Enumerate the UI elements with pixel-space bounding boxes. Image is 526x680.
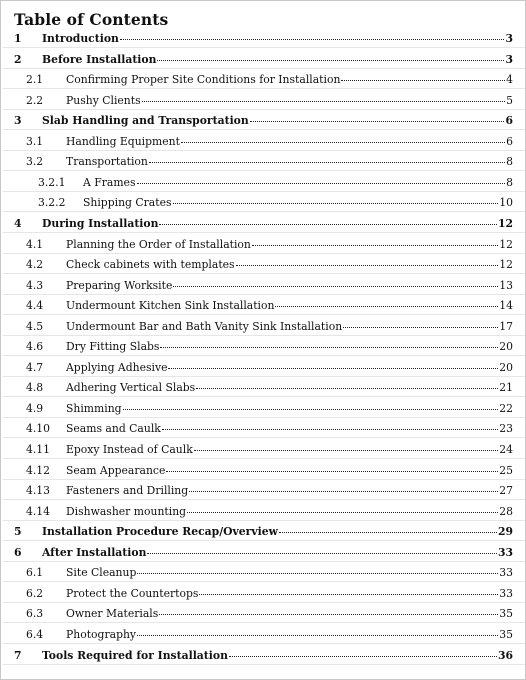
- dot-leader: [137, 183, 506, 184]
- toc-entry-number: 4.11: [26, 443, 51, 456]
- dot-leader: [194, 450, 498, 451]
- toc-entry-number: 6.4: [26, 627, 44, 641]
- row-divider: [3, 355, 525, 356]
- row-divider: [3, 109, 525, 110]
- toc-entry[interactable]: [1, 361, 526, 374]
- row-divider: [3, 211, 525, 212]
- dot-leader: [157, 60, 504, 61]
- toc-entry-title: Slab Handling and Transportation: [42, 114, 249, 128]
- toc-entry-page: 10: [499, 196, 513, 210]
- row-divider: [3, 129, 525, 130]
- row-divider: [3, 417, 525, 418]
- toc-entry-page: 21: [499, 381, 513, 395]
- row-divider: [3, 314, 525, 315]
- toc-entry-title: Shipping Crates: [83, 196, 172, 210]
- toc-entry-title: Seam Appearance: [66, 463, 166, 477]
- row-divider: [3, 643, 525, 644]
- toc-entry[interactable]: [1, 94, 526, 107]
- toc-entry-title: Adhering Vertical Slabs: [66, 381, 196, 395]
- toc-entry-number: 4.13: [26, 484, 51, 498]
- toc-entry-page: 8: [506, 155, 513, 169]
- toc-entry-number: 6.2: [26, 586, 44, 600]
- toc-entry-title: Undermount Kitchen Sink Installation: [66, 299, 275, 313]
- toc-entry-number: 5: [14, 525, 22, 539]
- toc-entry-title: A Frames: [83, 175, 136, 189]
- toc-entry-title: Tools Required for Installation: [42, 648, 228, 662]
- row-divider: [3, 479, 525, 480]
- toc-entry-number: 3.2.1: [38, 175, 66, 189]
- toc-entry-page: 20: [499, 360, 513, 374]
- dot-leader: [343, 327, 498, 328]
- toc-entry-number: 3.2: [26, 155, 44, 169]
- dot-leader: [137, 635, 498, 636]
- toc-entry-page: 8: [506, 175, 513, 189]
- toc-entry-title: Owner Materials: [66, 607, 159, 621]
- toc-entry-title: Transportation: [66, 155, 148, 169]
- toc-entry-page: 4: [506, 73, 513, 87]
- dot-leader: [275, 306, 498, 307]
- toc-entry-page: 35: [499, 627, 513, 641]
- row-divider: [3, 561, 525, 562]
- toc-entry[interactable]: [1, 525, 526, 538]
- row-divider: [3, 499, 525, 500]
- dot-leader: [341, 80, 505, 81]
- toc-entry[interactable]: [1, 546, 526, 559]
- row-divider: [3, 253, 525, 254]
- toc-entry-page: 6: [506, 134, 513, 148]
- toc-entry-title: Dry Fitting Slabs: [66, 340, 160, 354]
- row-divider: [3, 170, 525, 171]
- toc-entry-number: 4.10: [26, 422, 51, 436]
- page-title: Table of Contents: [14, 10, 169, 29]
- toc-entry[interactable]: [1, 566, 526, 579]
- toc-entry[interactable]: [1, 607, 526, 620]
- dot-leader: [137, 573, 498, 574]
- toc-entry-number: 7: [14, 648, 22, 662]
- toc-entry[interactable]: [1, 587, 526, 600]
- dot-leader: [196, 388, 498, 389]
- dot-leader: [189, 491, 498, 492]
- toc-entry[interactable]: [1, 238, 526, 251]
- toc-entry-title: Seams and Caulk: [66, 422, 161, 436]
- toc-entry[interactable]: [1, 381, 526, 394]
- toc-entry-page: 13: [499, 278, 513, 292]
- toc-entry-title: During Installation: [42, 216, 159, 230]
- toc-entry-title: Pushy Clients: [66, 93, 141, 107]
- toc-entry-number: 4.6: [26, 340, 44, 354]
- toc-entry-page: 6: [505, 114, 513, 128]
- dot-leader: [123, 409, 499, 410]
- toc-entry-number: 6: [14, 545, 22, 559]
- dot-leader: [147, 553, 497, 554]
- toc-entry-page: 24: [499, 443, 513, 456]
- toc-entry[interactable]: [1, 402, 526, 415]
- toc-entry-number: 6.1: [26, 566, 44, 580]
- dot-leader: [168, 368, 498, 369]
- toc-entry-number: 4.4: [26, 299, 44, 313]
- toc-entry-page: 35: [499, 607, 513, 621]
- dot-leader: [149, 162, 505, 163]
- toc-entry-page: 33: [499, 586, 513, 600]
- dot-leader: [162, 429, 498, 430]
- dot-leader: [173, 286, 498, 287]
- toc-entry-title: Planning the Order of Installation: [66, 237, 251, 251]
- dot-leader: [250, 121, 505, 122]
- toc-entry-title: Before Installation: [42, 52, 157, 66]
- dot-leader: [181, 142, 505, 143]
- toc-entry-page: 25: [499, 463, 513, 477]
- toc-entry-title: Confirming Proper Site Conditions for Installation: [66, 73, 341, 87]
- dot-leader: [159, 224, 497, 225]
- toc-entry[interactable]: [1, 628, 526, 641]
- toc-entry[interactable]: [1, 135, 526, 148]
- toc-entry-page: 20: [499, 340, 513, 354]
- toc-entry-title: Shimming: [66, 401, 122, 415]
- toc-entry-number: 1: [14, 32, 22, 45]
- toc-entry-title: Handling Equipment: [66, 134, 180, 148]
- dot-leader: [229, 656, 497, 657]
- dot-leader: [173, 203, 499, 204]
- toc-entry[interactable]: [1, 443, 526, 456]
- toc-entry-page: 12: [499, 237, 513, 251]
- dot-leader: [160, 347, 498, 348]
- toc-entry-page: 22: [499, 401, 513, 415]
- toc-entry-page: 27: [499, 484, 513, 498]
- toc-entry-page: 29: [497, 525, 513, 539]
- toc-entry[interactable]: [1, 340, 526, 353]
- toc-entry[interactable]: [1, 155, 526, 168]
- row-divider: [3, 294, 525, 295]
- row-divider: [3, 520, 525, 521]
- toc-entry-page: 33: [497, 545, 513, 559]
- toc-entry[interactable]: [1, 176, 526, 189]
- toc-entry-number: 3.1: [26, 134, 44, 148]
- toc-entry-number: 3: [14, 114, 22, 128]
- toc-entry-number: 4.12: [26, 463, 51, 477]
- toc-entry-number: 4.3: [26, 278, 44, 292]
- toc-entry[interactable]: [1, 279, 526, 292]
- toc-entry-page: 12: [499, 258, 513, 272]
- toc-entry-title: Fasteners and Drilling: [66, 484, 189, 498]
- row-divider: [3, 88, 525, 89]
- row-divider: [3, 150, 525, 151]
- toc-entry[interactable]: [1, 114, 526, 127]
- toc-entry-number: 4.9: [26, 401, 44, 415]
- row-divider: [3, 273, 525, 274]
- toc-entry-title: Photography: [66, 627, 137, 641]
- row-divider: [3, 232, 525, 233]
- toc-entry[interactable]: [1, 299, 526, 312]
- row-divider: [3, 47, 525, 48]
- toc-entry-number: 2.1: [26, 73, 44, 87]
- toc-entry[interactable]: [1, 484, 526, 497]
- toc-entry-page: 5: [506, 93, 513, 107]
- dot-leader: [279, 532, 497, 533]
- dot-leader: [236, 265, 499, 266]
- row-divider: [3, 191, 525, 192]
- dot-leader: [142, 101, 505, 102]
- toc-entry-page: 23: [499, 422, 513, 436]
- toc-entry-title: Installation Procedure Recap/Overview: [42, 525, 278, 539]
- dot-leader: [199, 594, 498, 595]
- row-divider: [3, 68, 525, 69]
- toc-entry-number: 3.2.2: [38, 196, 66, 210]
- row-divider: [3, 335, 525, 336]
- toc-entry-title: Check cabinets with templates: [66, 258, 235, 272]
- row-divider: [3, 602, 525, 603]
- row-divider: [3, 540, 525, 541]
- toc-entry[interactable]: [1, 649, 526, 662]
- toc-entry-number: 4: [14, 216, 22, 230]
- row-divider: [3, 458, 525, 459]
- toc-entry-title: Applying Adhesive: [66, 360, 168, 374]
- toc-entry[interactable]: [1, 196, 526, 209]
- toc-entry-title: Introduction: [42, 32, 119, 45]
- toc-entry-number: 6.3: [26, 607, 44, 621]
- toc-entry-number: 4.8: [26, 381, 44, 395]
- dot-leader: [159, 614, 498, 615]
- row-divider: [3, 622, 525, 623]
- toc-entry-page: 3: [505, 32, 513, 45]
- toc-entry[interactable]: [1, 320, 526, 333]
- toc-entry-title: Preparing Worksite: [66, 278, 173, 292]
- toc-entry-page: 3: [505, 52, 513, 66]
- row-divider: [3, 581, 525, 582]
- toc-entry-number: 4.7: [26, 360, 44, 374]
- toc-entry[interactable]: [1, 464, 526, 477]
- dot-leader: [252, 245, 498, 246]
- toc-entry-page: 17: [499, 319, 513, 333]
- toc-entry-page: 28: [499, 504, 513, 518]
- toc-entry[interactable]: [1, 32, 526, 45]
- toc-entry[interactable]: [1, 422, 526, 435]
- toc-entry[interactable]: [1, 258, 526, 271]
- dot-leader: [187, 512, 498, 513]
- toc-entry-number: 4.14: [26, 504, 51, 518]
- toc-entry-number: 2.2: [26, 93, 44, 107]
- row-divider: [3, 396, 525, 397]
- toc-entry[interactable]: [1, 73, 526, 86]
- toc-entry[interactable]: [1, 505, 526, 518]
- dot-leader: [120, 39, 505, 40]
- toc-entry-number: 4.1: [26, 237, 44, 251]
- toc-entry-number: 4.5: [26, 319, 44, 333]
- toc-entry-title: Epoxy Instead of Caulk: [66, 443, 193, 456]
- row-divider: [3, 664, 525, 665]
- row-divider: [3, 376, 525, 377]
- toc-entry-title: Undermount Bar and Bath Vanity Sink Installation: [66, 319, 343, 333]
- toc-entry-page: 33: [499, 566, 513, 580]
- toc-entry-number: 4.2: [26, 258, 44, 272]
- toc-entry-page: 12: [497, 216, 513, 230]
- toc-entry-title: Site Cleanup: [66, 566, 137, 580]
- toc-entry-page: 14: [499, 299, 513, 313]
- toc-entry-title: Protect the Countertops: [66, 586, 199, 600]
- toc-entry-number: 2: [14, 52, 22, 66]
- toc-entry[interactable]: [1, 217, 526, 230]
- row-divider: [3, 437, 525, 438]
- toc-entry-title: After Installation: [42, 545, 147, 559]
- dot-leader: [166, 471, 498, 472]
- toc-entry-title: Dishwasher mounting: [66, 504, 187, 518]
- toc-entry[interactable]: [1, 53, 526, 66]
- toc-entry-page: 36: [497, 648, 513, 662]
